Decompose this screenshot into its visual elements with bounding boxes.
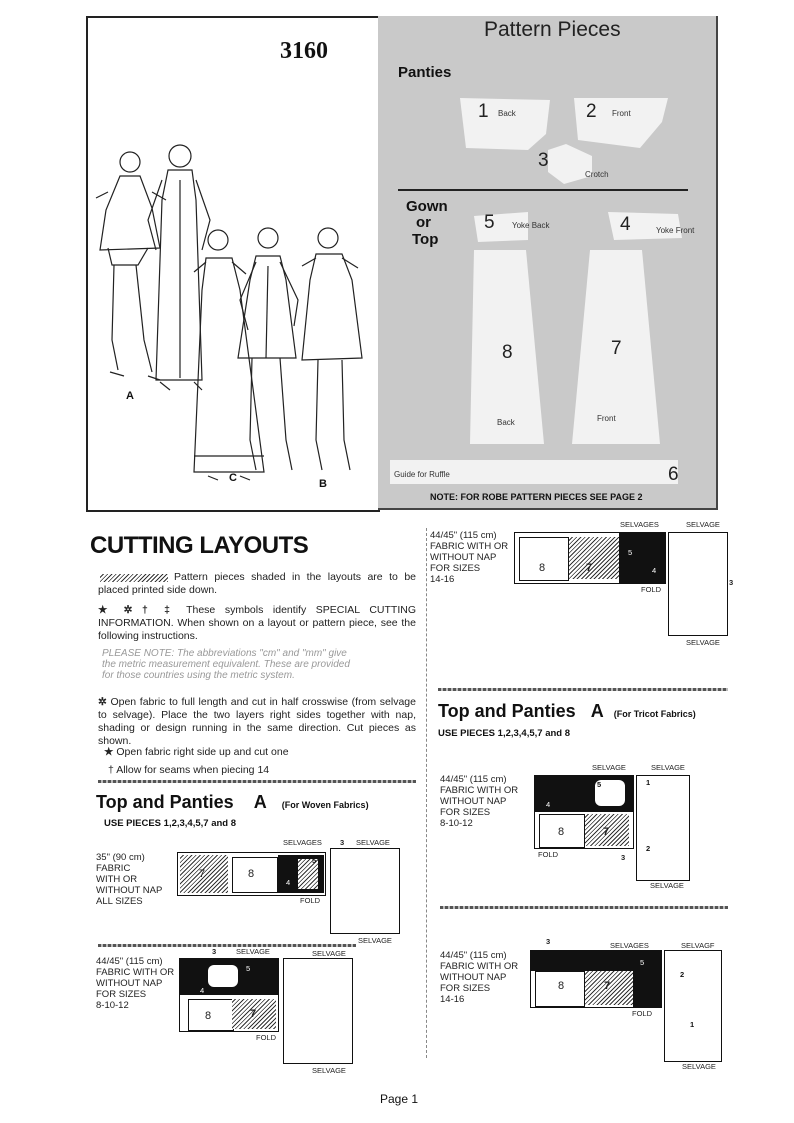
woven-l2-selvage-c: SELVAGE bbox=[312, 1066, 346, 1075]
gown-label-3: Top bbox=[412, 231, 439, 248]
star-paragraph bbox=[104, 746, 414, 759]
woven-l1-p5: 5 bbox=[312, 856, 317, 865]
tricot-top-side bbox=[668, 532, 728, 636]
tricot-l2-fold: FOLD bbox=[632, 1009, 653, 1018]
woven-section-title bbox=[96, 792, 369, 813]
figure-top bbox=[302, 228, 362, 470]
woven-l2-line4: FOR SIZES bbox=[96, 989, 147, 1000]
tricot-use-pieces: USE PIECES 1,2,3,4,5,7 and 8 bbox=[438, 728, 571, 739]
tricot-l1-p5: 5 bbox=[597, 780, 602, 789]
woven-l2-p8: 8 bbox=[205, 1010, 212, 1022]
star2-glyph: ✲ bbox=[98, 696, 107, 708]
tricot-layout1-side bbox=[636, 775, 690, 881]
tricot-top-line4: FOR SIZES bbox=[430, 563, 481, 574]
piece-6-number: 6 bbox=[668, 464, 679, 485]
pattern-number: 3160 bbox=[280, 38, 328, 64]
shaded-note: Pattern pieces shaded in the layouts are to be placed printed side down. bbox=[98, 571, 416, 596]
tricot-top-fold: FOLD bbox=[641, 585, 662, 594]
piece-7-number: 7 bbox=[611, 338, 622, 359]
woven-l2-p4: 4 bbox=[200, 986, 205, 995]
tricot-l2-line3: WITHOUT NAP bbox=[440, 972, 507, 983]
tricot-top-p4: 4 bbox=[652, 566, 657, 575]
dagger-text: Allow for seams when piecing bbox=[116, 764, 255, 776]
tricot-l2-p7: 7 bbox=[604, 980, 611, 992]
tricot-l2-line1: 44/45" (115 cm) bbox=[440, 950, 507, 961]
piece-5-number: 5 bbox=[484, 212, 495, 233]
tricot-l1-p7: 7 bbox=[603, 826, 610, 838]
woven-layout2-side bbox=[283, 958, 353, 1064]
view-label-c: C bbox=[229, 472, 237, 484]
woven-layout1-side bbox=[330, 848, 400, 934]
tricot-l1-line1: 44/45" (115 cm) bbox=[440, 774, 507, 785]
woven-l1-p8: 8 bbox=[248, 868, 255, 880]
figure-top-panties bbox=[96, 152, 166, 380]
woven-l2-line1: 44/45" (115 cm) bbox=[96, 956, 163, 967]
star2-text: Open fabric to full length and cut in half crosswise (from selvage to selvage). Place the two layers right sides together with nap, shading or design running in the same direction. Cut pieces as shown. bbox=[98, 696, 416, 747]
tricot-l1-selvage-b: SELVAGE bbox=[651, 763, 685, 772]
symbols-glyphs: ★ ✲ † ‡ bbox=[98, 604, 177, 616]
pattern-pieces-title: Pattern Pieces bbox=[484, 18, 621, 41]
tricot-top-p5: 5 bbox=[628, 548, 633, 557]
tricot-l1-piece3: 3 bbox=[621, 853, 626, 862]
tricot-layout2-fabric bbox=[440, 950, 518, 1005]
please-note: PLEASE NOTE: The abbreviations "cm" and "mm" give the metric measurement equivalent. These are provided for those countries using the metric system. bbox=[102, 648, 350, 681]
tricot-l2-line2: FABRIC WITH OR bbox=[440, 961, 519, 972]
woven-l1-selvages: SELVAGES bbox=[283, 838, 322, 847]
piece-1-shape bbox=[460, 98, 550, 150]
dagger-paragraph bbox=[108, 764, 418, 777]
cutting-layouts-title: CUTTING LAYOUTS bbox=[90, 532, 309, 559]
pattern-pieces-shapes bbox=[378, 16, 716, 508]
woven-l1-line4: WITHOUT NAP bbox=[96, 885, 163, 896]
view-label-a: A bbox=[126, 390, 134, 402]
woven-l1-line3: WITH OR bbox=[96, 874, 138, 885]
robe-note: NOTE: FOR ROBE PATTERN PIECES SEE PAGE 2 bbox=[430, 492, 643, 502]
tricot-layout2-side bbox=[664, 950, 722, 1062]
woven-l2-line3: WITHOUT NAP bbox=[96, 978, 163, 989]
tricot-top-selvage-bottom: SELVAGE bbox=[686, 638, 720, 647]
woven-l1-p7: 7 bbox=[199, 868, 206, 880]
tricot-l2-side-p2: 2 bbox=[680, 970, 685, 979]
woven-view: A bbox=[253, 792, 267, 812]
tricot-l2-p8: 8 bbox=[558, 980, 565, 992]
woven-l1-fold: FOLD bbox=[300, 896, 321, 905]
woven-use-pieces: USE PIECES 1,2,3,4,5,7 and 8 bbox=[104, 818, 237, 829]
piece-4-number: 4 bbox=[620, 214, 631, 235]
woven-qualifier: (For Woven Fabrics) bbox=[281, 800, 369, 810]
gown-label-2: or bbox=[416, 214, 431, 231]
figure-robe bbox=[148, 145, 210, 390]
piece-2-number: 2 bbox=[586, 101, 597, 122]
piece-3-number: 3 bbox=[538, 150, 549, 171]
tricot-top-line5: 14-16 bbox=[430, 574, 455, 585]
tricot-l2-p5: 5 bbox=[640, 958, 645, 967]
tricot-view: A bbox=[590, 701, 604, 721]
tricot-layout1-main bbox=[534, 775, 634, 849]
piece-3-name: Crotch bbox=[585, 170, 609, 179]
tricot-l2-line5: 14-16 bbox=[440, 994, 465, 1005]
piece-1-name: Back bbox=[498, 109, 516, 118]
piece-6-name: Guide for Ruffle bbox=[394, 470, 450, 479]
woven-l1-line5: ALL SIZES bbox=[96, 896, 143, 907]
star2-paragraph bbox=[98, 696, 416, 748]
piece-1-number: 1 bbox=[478, 101, 489, 122]
garment-illustration bbox=[90, 140, 375, 500]
woven-l2-piece3: 3 bbox=[212, 947, 217, 956]
woven-layout2-main bbox=[179, 958, 279, 1032]
woven-l1-p4: 4 bbox=[286, 878, 291, 887]
piece-8-name: Back bbox=[497, 418, 515, 427]
tricot-top-main bbox=[514, 532, 666, 584]
tricot-l2-line4: FOR SIZES bbox=[440, 983, 491, 994]
piece-8-number: 8 bbox=[502, 342, 513, 363]
tricot-l2-selvage-top: SELVAGF bbox=[681, 941, 715, 950]
woven-l1-selvage-top: SELVAGE bbox=[356, 838, 390, 847]
tricot-top-line3: WITHOUT NAP bbox=[430, 552, 497, 563]
dagger-num: 14 bbox=[257, 764, 270, 776]
tricot-l2-piece3: 3 bbox=[546, 937, 551, 946]
divider bbox=[98, 780, 416, 783]
woven-l2-p5: 5 bbox=[246, 964, 251, 973]
tricot-top-line2: FABRIC WITH OR bbox=[430, 541, 509, 552]
page-number: Page 1 bbox=[380, 1092, 419, 1106]
woven-l2-line5: 8-10-12 bbox=[96, 1000, 129, 1011]
piece-4-name: Yoke Front bbox=[656, 226, 695, 235]
divider bbox=[98, 944, 356, 947]
woven-layout1-fabric bbox=[96, 852, 162, 907]
tricot-layout1-fabric bbox=[440, 774, 518, 829]
divider bbox=[440, 906, 728, 909]
woven-l2-line2: FABRIC WITH OR bbox=[96, 967, 175, 978]
tricot-l1-p8: 8 bbox=[558, 826, 565, 838]
tricot-top-piece3: 3 bbox=[729, 578, 734, 587]
tricot-top-selvages: SELVAGES bbox=[620, 520, 659, 529]
tricot-l1-line5: 8-10-12 bbox=[440, 818, 473, 829]
piece-5-name: Yoke Back bbox=[512, 221, 550, 230]
tricot-top-p7: 7 bbox=[586, 562, 593, 574]
symbols-note: These symbols identify SPECIAL CUTTING INFORMATION. When shown on a layout or pattern piece, see the following instructions. bbox=[98, 604, 416, 642]
tricot-top-selvage-top: SELVAGE bbox=[686, 520, 720, 529]
dagger-glyph: † bbox=[108, 764, 114, 776]
piece-7-name: Front bbox=[597, 414, 616, 423]
tricot-l1-selvage-a: SELVAGE bbox=[592, 763, 626, 772]
symbols-paragraph bbox=[98, 604, 416, 643]
tricot-l1-line4: FOR SIZES bbox=[440, 807, 491, 818]
gown-label-1: Gown bbox=[406, 198, 448, 215]
tricot-qualifier: (For Tricot Fabrics) bbox=[613, 709, 696, 719]
tricot-top-line1: 44/45" (115 cm) bbox=[430, 530, 497, 541]
tricot-l1-p4: 4 bbox=[546, 800, 551, 809]
woven-l2-selvage-b: SELVAGE bbox=[312, 949, 346, 958]
tricot-l1-side-p1: 1 bbox=[646, 778, 651, 787]
divider bbox=[438, 688, 728, 691]
woven-layout2-fabric bbox=[96, 956, 174, 1011]
woven-l1-line1: 35" (90 cm) bbox=[96, 852, 145, 863]
panties-label: Panties bbox=[398, 64, 452, 81]
woven-l1-selvage-bottom: SELVAGE bbox=[358, 936, 392, 945]
star-text: Open fabric right side up and cut one bbox=[116, 746, 289, 758]
woven-l1-line2: FABRIC bbox=[96, 863, 131, 874]
tricot-top-p8: 8 bbox=[539, 562, 546, 574]
tricot-l2-side-p1: 1 bbox=[690, 1020, 695, 1029]
woven-l2-p7: 7 bbox=[250, 1008, 257, 1020]
tricot-section-title bbox=[438, 701, 696, 722]
tricot-l1-fold: FOLD bbox=[538, 850, 559, 859]
woven-title: Top and Panties bbox=[96, 792, 234, 812]
tricot-title: Top and Panties bbox=[438, 701, 576, 721]
tricot-l2-selvage-bottom: SELVAGE bbox=[682, 1062, 716, 1071]
woven-l2-selvage-a: SELVAGE bbox=[236, 947, 270, 956]
tricot-l1-line2: FABRIC WITH OR bbox=[440, 785, 519, 796]
piece-2-name: Front bbox=[612, 109, 631, 118]
column-divider bbox=[426, 528, 428, 1058]
tricot-l1-selvage-c: SELVAGE bbox=[650, 881, 684, 890]
woven-l2-fold: FOLD bbox=[256, 1033, 277, 1042]
tricot-l1-line3: WITHOUT NAP bbox=[440, 796, 507, 807]
tricot-l1-side-p2: 2 bbox=[646, 844, 651, 853]
tricot-l2-selvages: SELVAGES bbox=[610, 941, 649, 950]
tricot-top-fabric bbox=[430, 530, 508, 585]
figure-short-robe bbox=[238, 228, 298, 470]
view-label-b: B bbox=[319, 478, 327, 490]
woven-l1-piece3: 3 bbox=[340, 838, 345, 847]
star-glyph: ★ bbox=[104, 746, 114, 758]
